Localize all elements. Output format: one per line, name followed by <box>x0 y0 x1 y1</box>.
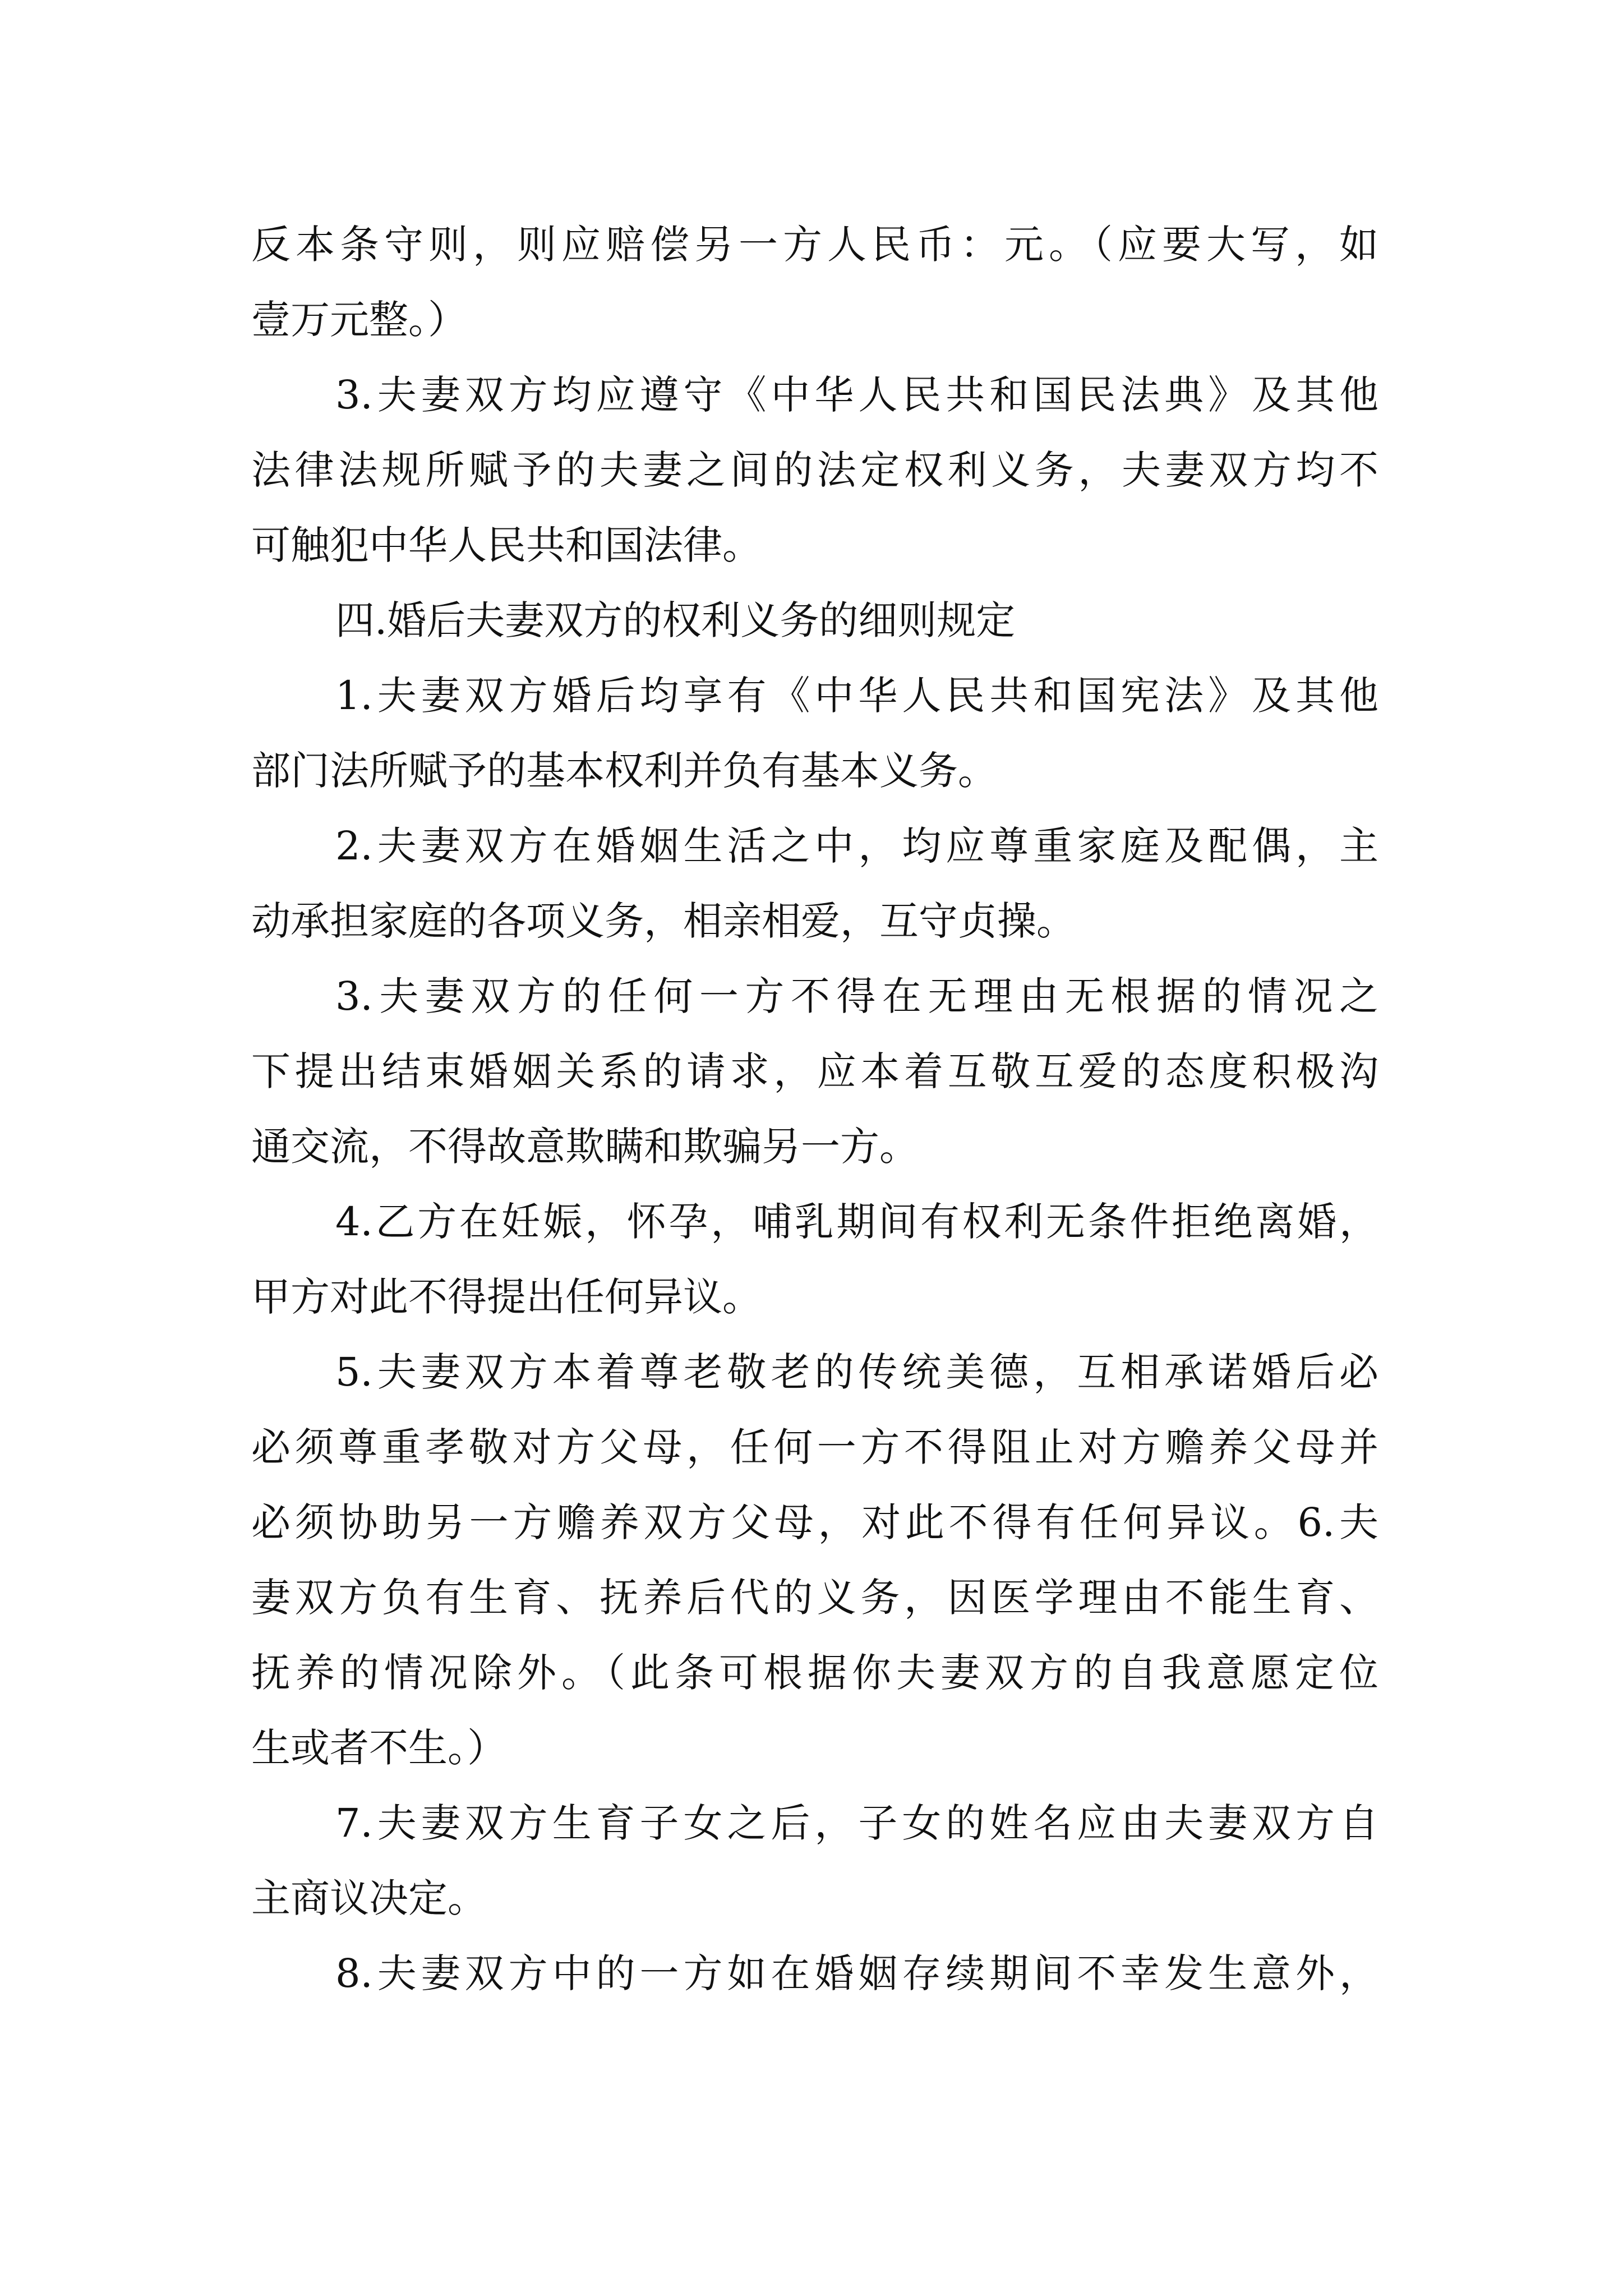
text-line: 法律法规所赋予的夫妻之间的法定权利义务，夫妻双方均不 <box>251 447 1378 493</box>
text-line: 抚养的情况除外。（此条可根据你夫妻双方的自我意愿定位 <box>251 1650 1378 1696</box>
text-line: 8.夫妻双方中的一方如在婚姻存续期间不幸发生意外， <box>335 1950 1378 1996</box>
text-line: 3.夫妻双方的任何一方不得在无理由无根据的情况之 <box>335 973 1378 1019</box>
text-line: 甲方对此不得提出任何异议。 <box>251 1274 762 1320</box>
text-line: 4.乙方在妊娠，怀孕，哺乳期间有权利无条件拒绝离婚， <box>335 1199 1378 1245</box>
text-line: 生或者不生。） <box>251 1725 506 1771</box>
text-line: 壹万元整。） <box>251 297 467 343</box>
text-line: 主商议决定。 <box>251 1875 487 1921</box>
text-line: 可触犯中华人民共和国法律。 <box>251 522 762 568</box>
text-line: 5.夫妻双方本着尊老敬老的传统美德，互相承诺婚后必 <box>335 1349 1378 1395</box>
text-line: 下提出结束婚姻关系的请求，应本着互敬互爱的态度积极沟 <box>251 1048 1378 1094</box>
text-line: 7.夫妻双方生育子女之后，子女的姓名应由夫妻双方自 <box>335 1800 1378 1846</box>
text-line: 1.夫妻双方婚后均享有《中华人民共和国宪法》及其他 <box>335 673 1378 719</box>
text-line: 通交流，不得故意欺瞒和欺骗另一方。 <box>251 1124 919 1170</box>
text-line: 必须协助另一方赡养双方父母，对此不得有任何异议。6.夫 <box>251 1499 1378 1545</box>
text-line: 反本条守则，则应赔偿另一方人民币：元。（应要大写，如 <box>251 222 1378 268</box>
text-line: 妻双方负有生育、抚养后代的义务，因医学理由不能生育、 <box>251 1575 1378 1621</box>
section-heading: 四.婚后夫妻双方的权利义务的细则规定 <box>335 597 1016 643</box>
text-line: 2.夫妻双方在婚姻生活之中，均应尊重家庭及配偶，主 <box>335 823 1378 869</box>
text-line: 动承担家庭的各项义务，相亲相爱，互守贞操。 <box>251 898 1076 944</box>
text-line: 部门法所赋予的基本权利并负有基本义务。 <box>251 748 997 794</box>
text-line: 3.夫妻双方均应遵守《中华人民共和国民法典》及其他 <box>335 372 1378 418</box>
text-line: 必须尊重孝敬对方父母，任何一方不得阻止对方赡养父母并 <box>251 1424 1378 1470</box>
